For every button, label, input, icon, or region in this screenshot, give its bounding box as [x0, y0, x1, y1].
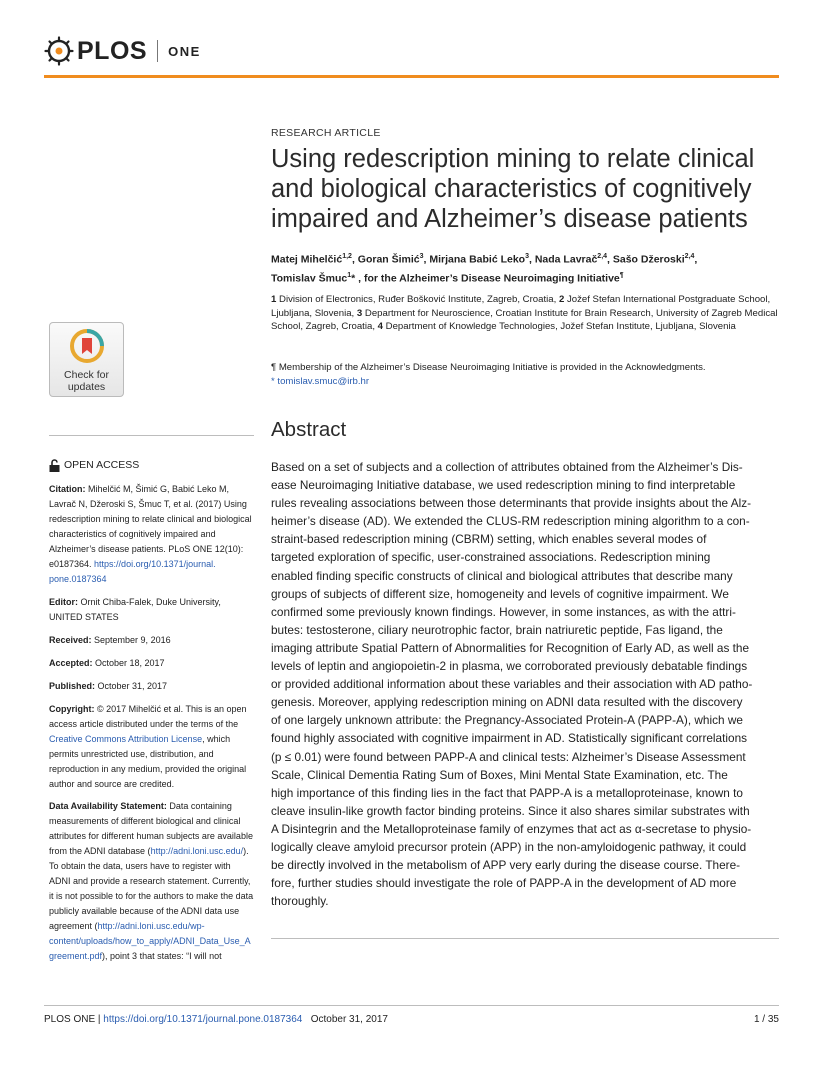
open-access-label: OPEN ACCESS — [64, 459, 140, 471]
author-name: Mirjana Babić Leko — [429, 253, 526, 266]
published-date: October 31, 2017 — [95, 681, 168, 691]
article-title: Using redescription mining to relate clinical and biological characteristics of cognitively impaired and Alzheimer’s disease patients — [271, 145, 755, 233]
footer-rule — [44, 1005, 779, 1006]
author-separator: , — [694, 253, 698, 266]
abstract-line: thoroughly. — [271, 894, 329, 909]
adni-agreement-link[interactable]: http://adni.loni.usc.edu/wp-content/uploads/how_to_apply/ADNI_Data_Use_Agreement.pdf — [49, 921, 251, 961]
plos-logo[interactable] — [44, 36, 201, 66]
affiliations — [271, 293, 781, 334]
abstract-line: ease Neuroimaging Initiative database, we used redescription mining to find interpretable — [271, 478, 736, 493]
citation-text: Lavrač N, Džeroski S, Šmuc T, et al. (2017) Using — [49, 499, 247, 509]
abstract-line: be directly involved in the metabolism of APP very early during the disease course. There- — [271, 858, 741, 873]
footer-date: October 31, 2017 — [310, 1014, 388, 1025]
abstract-line: Based on a set of subjects and a collection of attributes obtained from the Alzheimer’s Dis- — [271, 460, 743, 474]
editor-label: Editor: — [49, 597, 78, 607]
author-affiliation-mark: 2,4 — [597, 253, 608, 260]
abstract-rule — [271, 938, 779, 939]
author-name: Sašo Džeroski — [612, 253, 685, 266]
citation-text: redescription mining to relate clinical and biological — [49, 514, 252, 524]
abstract-line: levels of leptin and angiopoietin-2 in plasma, we corroborated previously debatable findings — [271, 659, 748, 674]
abstract-line: targeted exploration of specific, user-constrained associations. Redescription mining — [271, 550, 711, 565]
check-updates-icon — [69, 328, 105, 364]
abstract-line: genesis. Moreover, applying redescription mining on ADNI data resulted with the discovery — [271, 695, 743, 710]
author-name: Nada Lavrač — [534, 253, 598, 266]
copyright-text: © 2017 Mihelčić et al. This is an open access article distributed under the terms of the — [49, 704, 247, 729]
citation-text: Alzheimer’s disease patients. PLoS ONE 12(10): — [49, 544, 244, 554]
author-name: Tomislav Šmuc — [271, 272, 348, 284]
data-availability-text-cont: ). To obtain the data, users have to register with ADNI and provide a research statement. Currently, it is not possible to for the authors to make the data publicly available because of the ADNI data use agreement ( — [49, 846, 254, 931]
plos-logo-icon — [44, 36, 74, 66]
abstract-line: fore, further studies should investigate the role of PAPP-A in the development of AD more — [271, 876, 737, 891]
abstract-line: confirmed some previously known findings. However, in some instances, as with the attri- — [271, 604, 736, 619]
abstract-line: groups of subjects of different size, homogeneity and levels of cognitive impairment. We — [271, 586, 729, 601]
copyright-text-cont: , which permits unrestricted use, distribution, and reproduction in any medium, provided the original author and source are credited. — [49, 734, 247, 789]
citation-label: Citation: — [49, 484, 86, 494]
abstract-line: A Disintegrin and the Metalloproteinase family of enzymes that act as α-secretase to physio- — [271, 821, 752, 836]
adni-link[interactable]: http://adni.loni.usc.edu/ — [150, 846, 244, 856]
author-affiliation-mark: 3 — [419, 253, 424, 260]
abstract-line: imaging attribute Spatial Pattern of Abnormalities for Recognition of Early AD, as well as the — [271, 640, 750, 655]
author-affiliation-mark: 1 — [347, 271, 352, 279]
abstract-line: logically cleave amyloid precursor protein (APP) in the non-amyloidogenic pathway, it could — [271, 839, 747, 854]
logo-text: PLOS — [77, 36, 148, 65]
sidebar-rule — [49, 435, 254, 436]
received-block — [49, 633, 255, 648]
affiliation-text: Department for Neuroscience, Croatian Institute for Brain Research, University of Zagreb Medical School, Zagreb, Croatia, — [271, 307, 778, 332]
page-number: 1 / 35 — [753, 1014, 779, 1025]
footer-journal: PLOS ONE — [44, 1014, 96, 1025]
abstract-line: straint-based redescription mining (CBRM) setting, which enables several modes of — [271, 532, 707, 547]
abstract-line: rules revealing associations between those determinants that provide insights about the Alz- — [271, 496, 752, 511]
affiliation-text: Division of Electronics, Ruđer Bošković Institute, Zagreb, Croatia, — [276, 294, 559, 305]
received-label: Received: — [49, 635, 92, 645]
editor-text: Ornit Chiba-Falek, Duke University, UNITED STATES — [49, 597, 221, 622]
abstract-line: (p ≤ 0.01) were found between PAPP-A and clinical tests: Alzheimer’s Disease Assessment — [271, 749, 746, 764]
abstract-line: high importance of this finding lies in the fact that PAPP-A is a metalloproteinase, known to — [271, 785, 743, 800]
abstract-text — [271, 458, 781, 910]
citation-block — [49, 482, 255, 587]
author-separator: , — [529, 253, 535, 266]
author-separator: , — [423, 253, 430, 266]
received-date: September 9, 2016 — [91, 635, 171, 645]
citation-text: Mihelčić M, Šimić G, Babić Leko M, — [85, 484, 230, 494]
affiliation-text: Jožef Stefan International Postgraduate School, Ljubljana, Slovenia, — [271, 294, 771, 319]
author-name: Matej Mihelčić — [271, 253, 343, 266]
license-link[interactable]: Creative Commons Attribution License — [49, 734, 203, 744]
article-type: RESEARCH ARTICLE — [271, 127, 381, 139]
author-separator: , — [607, 253, 613, 266]
journal-name: ONE — [168, 43, 201, 59]
abstract-heading: Abstract — [271, 418, 347, 441]
open-lock-icon — [49, 459, 60, 472]
author-affiliation-mark: 3 — [525, 253, 529, 260]
abstract-line: or provided additional information about these variables and their association with AD patho- — [271, 677, 753, 692]
affiliation-number: 3 — [356, 307, 363, 319]
affiliation-number: 2 — [558, 294, 565, 305]
abstract-line: butes: testosterone, ciliary neurotrophic factor, brain natriuretic peptide, Fas ligand, the — [271, 622, 723, 637]
published-block — [49, 679, 255, 694]
updates-label: updates — [67, 381, 106, 393]
header-rule — [44, 75, 779, 78]
affiliation-text: Department of Knowledge Technologies, Jožef Stefan Institute, Ljubljana, Slovenia — [383, 321, 736, 332]
citation-doi-link-cont[interactable]: pone.0187364 — [49, 574, 107, 584]
data-availability-text-end: ), point 3 that states: “I will not — [102, 951, 222, 961]
abstract-line: heimer’s disease (AD). We extended the CLUS-RM redescription mining algorithm to a con- — [271, 514, 750, 529]
abstract-line: found highly associated with cognitive impairment in AD. Statistically significant correlations — [271, 731, 748, 746]
copyright-label: Copyright: — [49, 704, 95, 714]
data-availability-label: Data Availability Statement: — [49, 801, 167, 811]
corresponding-email-link[interactable]: * tomislav.smuc@irb.hr — [271, 375, 370, 387]
footer-separator: | — [95, 1014, 104, 1025]
footer-doi-link[interactable]: https://doi.org/10.1371/journal.pone.0187364 — [103, 1014, 303, 1025]
accepted-date: October 18, 2017 — [92, 658, 165, 668]
abstract-line: cleave insulin-like growth factor binding proteins. Since it also shares similar substrates with — [271, 803, 750, 818]
author-affiliation-mark: 1,2 — [342, 253, 352, 260]
open-access — [49, 458, 255, 473]
abstract-line: enabled finding specific constructs of clinical and biological attributes that describe many — [271, 568, 733, 583]
abstract-line: Scale, Clinical Dementia Rating Sum of Boxes, Mini Mental State Examination, etc. The — [271, 767, 728, 782]
logo-divider — [157, 40, 158, 62]
author-affiliation-mark: ¶ — [619, 271, 624, 279]
accepted-block — [49, 656, 255, 671]
author-name: Goran Šimić — [357, 253, 420, 266]
affiliation-number: 4 — [377, 321, 383, 332]
abstract-line: of one largely unknown attribute: the Pregnancy-Associated Protein-A (PAPP-A), which we — [271, 713, 743, 728]
author-separator: , — [351, 253, 358, 266]
check-for-label: Check for — [64, 369, 109, 381]
published-label: Published: — [49, 681, 96, 691]
author-notes — [271, 361, 781, 388]
membership-note: ¶ Membership of the Alzheimer’s Disease Neuroimaging Initiative is provided in the Acknowledgments. — [271, 362, 706, 373]
data-availability-text: Data containing measurements of different biological and clinical attributes for different human subjects are available from the ADNI database ( — [49, 801, 253, 856]
data-availability-block — [49, 799, 254, 964]
author-separator: * , for the Alzheimer’s Disease Neuroimaging Initiative — [351, 272, 620, 284]
author-affiliation-mark: 2,4 — [684, 253, 695, 260]
author-list — [271, 249, 781, 286]
copyright-block — [49, 702, 249, 792]
citation-doi-link[interactable]: https://doi.org/10.1371/journal. — [94, 559, 216, 569]
affiliation-number: 1 — [271, 294, 277, 305]
editor-block — [49, 595, 255, 625]
citation-text: e0187364. — [49, 559, 95, 569]
accepted-label: Accepted: — [49, 658, 93, 668]
citation-text: characteristics of cognitively impaired and — [49, 529, 216, 539]
check-for-updates-badge[interactable] — [49, 322, 124, 397]
footer-citation — [44, 1014, 388, 1025]
